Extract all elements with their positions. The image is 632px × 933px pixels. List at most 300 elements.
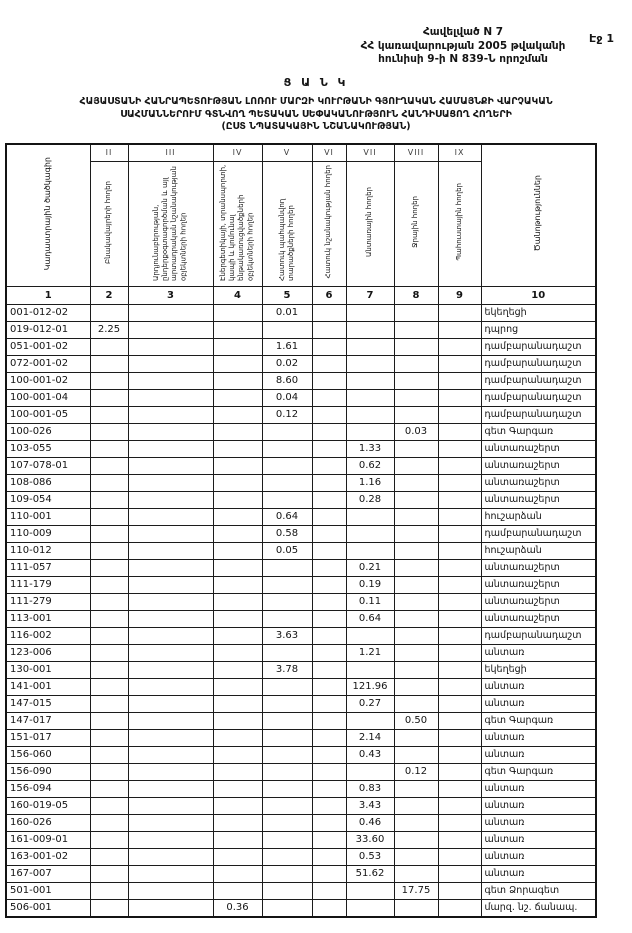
area-value-cell: 0.12 [262, 406, 312, 423]
area-value-cell [262, 440, 312, 457]
table-row [6, 712, 596, 729]
roman-numeral-row [6, 144, 596, 162]
table-row [6, 627, 596, 644]
area-value-cell [438, 491, 481, 508]
area-value-cell [312, 542, 346, 559]
area-value-cell [90, 899, 128, 917]
area-value-cell [128, 389, 213, 406]
note-cell: անտառ [481, 848, 596, 865]
area-value-cell [438, 882, 481, 899]
area-value-cell [438, 644, 481, 661]
col-header-energy-transport [213, 161, 262, 286]
area-value-cell [438, 576, 481, 593]
col-number: 10 [481, 286, 596, 304]
col-number: 7 [346, 286, 394, 304]
area-value-cell [213, 389, 262, 406]
table-row [6, 865, 596, 882]
area-value-cell [262, 763, 312, 780]
note-cell: դամբարանադաշտ [481, 389, 596, 406]
appendix-block [308, 26, 618, 67]
area-value-cell [213, 610, 262, 627]
area-value-cell [213, 304, 262, 321]
area-value-cell [312, 780, 346, 797]
area-value-cell [213, 457, 262, 474]
area-value-cell [128, 508, 213, 525]
table-row [6, 576, 596, 593]
area-value-cell [262, 780, 312, 797]
table-row [6, 610, 596, 627]
area-value-cell [213, 695, 262, 712]
area-value-cell [90, 406, 128, 423]
col-header-label: Կադաստրային ծածկագիր [43, 156, 53, 271]
area-value-cell [262, 457, 312, 474]
area-value-cell: 17.75 [394, 882, 438, 899]
table-row [6, 899, 596, 917]
area-value-cell [346, 899, 394, 917]
table-row [6, 457, 596, 474]
area-value-cell [213, 780, 262, 797]
area-value-cell: 0.83 [346, 780, 394, 797]
cadastral-code-cell: 501-001 [6, 882, 90, 899]
area-value-cell [438, 457, 481, 474]
area-value-cell [394, 780, 438, 797]
area-value-cell: 0.05 [262, 542, 312, 559]
area-value-cell [262, 474, 312, 491]
area-value-cell [90, 474, 128, 491]
area-value-cell [312, 763, 346, 780]
area-value-cell [394, 525, 438, 542]
area-value-cell [262, 712, 312, 729]
area-value-cell [128, 678, 213, 695]
area-value-cell [90, 610, 128, 627]
area-value-cell [90, 797, 128, 814]
area-value-cell [438, 763, 481, 780]
area-value-cell: 0.02 [262, 355, 312, 372]
cadastral-code-cell: 111-057 [6, 559, 90, 576]
table-row [6, 797, 596, 814]
table-row [6, 746, 596, 763]
area-value-cell: 3.63 [262, 627, 312, 644]
cadastral-code-cell: 506-001 [6, 899, 90, 917]
table-row [6, 406, 596, 423]
table-row [6, 593, 596, 610]
area-value-cell [312, 678, 346, 695]
area-value-cell [312, 695, 346, 712]
table-row [6, 661, 596, 678]
area-value-cell: 0.27 [346, 695, 394, 712]
area-value-cell [394, 355, 438, 372]
cadastral-code-cell: 156-060 [6, 746, 90, 763]
area-value-cell [394, 899, 438, 917]
subtitle-line-3: (ԸՍՏ ՆՊԱՏԱԿԱՅԻՆ ՆՇԱՆԱԿՈՒԹՅԱՆ) [221, 121, 411, 133]
area-value-cell [438, 729, 481, 746]
area-value-cell [394, 372, 438, 389]
note-cell: անտառաշերտ [481, 440, 596, 457]
area-value-cell [90, 593, 128, 610]
area-value-cell: 0.43 [346, 746, 394, 763]
col-header-label: Հատուկ պահպանվող տարածքների հողեր [277, 198, 295, 281]
area-value-cell [312, 457, 346, 474]
area-value-cell: 51.62 [346, 865, 394, 882]
note-cell: գետ Գարգառ [481, 763, 596, 780]
area-value-cell [262, 746, 312, 763]
area-value-cell [438, 338, 481, 355]
table-row [6, 372, 596, 389]
area-value-cell [90, 712, 128, 729]
area-value-cell [213, 814, 262, 831]
area-value-cell [312, 525, 346, 542]
cadastral-code-cell: 160-019-05 [6, 797, 90, 814]
area-value-cell [394, 406, 438, 423]
roman-numeral-ii: II [90, 144, 128, 162]
area-value-cell [213, 525, 262, 542]
table-body [6, 304, 596, 917]
area-value-cell [346, 355, 394, 372]
area-value-cell [90, 525, 128, 542]
cadastral-code-cell: 123-006 [6, 644, 90, 661]
area-value-cell [262, 882, 312, 899]
area-value-cell [438, 899, 481, 917]
area-value-cell [213, 593, 262, 610]
table-row [6, 440, 596, 457]
area-value-cell [128, 831, 213, 848]
area-value-cell [346, 882, 394, 899]
area-value-cell [90, 355, 128, 372]
area-value-cell [438, 746, 481, 763]
note-cell: անտառ [481, 644, 596, 661]
table-row [6, 780, 596, 797]
table-row [6, 831, 596, 848]
area-value-cell [128, 525, 213, 542]
note-cell: դամբարանադաշտ [481, 355, 596, 372]
table-row [6, 474, 596, 491]
area-value-cell [394, 627, 438, 644]
col-header-label: Էներգետիկայի, տրանսպորտի, կապի և կոմունալ ենթակառուցվածքների օբյեկտների հողեր [219, 164, 255, 281]
area-value-cell [394, 389, 438, 406]
area-value-cell [90, 508, 128, 525]
area-value-cell [394, 695, 438, 712]
area-value-cell: 1.61 [262, 338, 312, 355]
area-value-cell [128, 661, 213, 678]
area-value-cell [438, 508, 481, 525]
area-value-cell [312, 661, 346, 678]
area-value-cell [438, 304, 481, 321]
area-value-cell [213, 355, 262, 372]
note-cell: անտառ [481, 746, 596, 763]
area-value-cell [128, 729, 213, 746]
area-value-cell [90, 780, 128, 797]
table-row [6, 848, 596, 865]
col-header-residential [90, 161, 128, 286]
area-value-cell [394, 644, 438, 661]
area-value-cell [438, 525, 481, 542]
area-value-cell [128, 712, 213, 729]
area-value-cell [394, 576, 438, 593]
area-value-cell [128, 559, 213, 576]
area-value-cell [394, 457, 438, 474]
area-value-cell [312, 797, 346, 814]
col-header-label: Անտառային հողեր [365, 186, 374, 257]
table-row [6, 729, 596, 746]
area-value-cell [128, 372, 213, 389]
area-value-cell [90, 491, 128, 508]
area-value-cell [128, 474, 213, 491]
cadastral-code-cell: 019-012-01 [6, 321, 90, 338]
table-row [6, 695, 596, 712]
area-value-cell [213, 661, 262, 678]
area-value-cell [262, 695, 312, 712]
area-value-cell [90, 831, 128, 848]
note-cell: եկեղեցի [481, 304, 596, 321]
area-value-cell [128, 695, 213, 712]
area-value-cell [394, 678, 438, 695]
note-cell: եկեղեցի [481, 661, 596, 678]
note-cell: դպրոց [481, 321, 596, 338]
area-value-cell [438, 831, 481, 848]
cadastral-code-cell: 130-001 [6, 661, 90, 678]
area-value-cell [312, 355, 346, 372]
area-value-cell [213, 678, 262, 695]
table-row [6, 304, 596, 321]
col-header-label: Ջրային հողեր [411, 196, 420, 248]
area-value-cell [262, 899, 312, 917]
area-value-cell [90, 389, 128, 406]
area-value-cell [312, 440, 346, 457]
area-value-cell [262, 678, 312, 695]
area-value-cell [346, 525, 394, 542]
table-row [6, 644, 596, 661]
area-value-cell [213, 372, 262, 389]
area-value-cell [262, 797, 312, 814]
table-row [6, 882, 596, 899]
roman-numeral-iii: III [128, 144, 213, 162]
area-value-cell [346, 508, 394, 525]
table-row [6, 763, 596, 780]
area-value-cell [128, 440, 213, 457]
area-value-cell [262, 593, 312, 610]
area-value-cell [128, 338, 213, 355]
cadastral-code-cell: 161-009-01 [6, 831, 90, 848]
area-value-cell [312, 899, 346, 917]
cadastral-code-cell: 151-017 [6, 729, 90, 746]
area-value-cell [394, 610, 438, 627]
area-value-cell [128, 746, 213, 763]
area-value-cell [128, 780, 213, 797]
table-row [6, 491, 596, 508]
area-value-cell [128, 457, 213, 474]
area-value-cell [128, 797, 213, 814]
cadastral-code-cell: 147-015 [6, 695, 90, 712]
area-value-cell [213, 746, 262, 763]
col-number: 9 [438, 286, 481, 304]
area-value-cell [346, 542, 394, 559]
area-value-cell [438, 610, 481, 627]
area-value-cell [90, 423, 128, 440]
cadastral-code-cell: 100-026 [6, 423, 90, 440]
area-value-cell: 0.01 [262, 304, 312, 321]
col-header-water [394, 161, 438, 286]
col-number: 8 [394, 286, 438, 304]
area-value-cell [346, 304, 394, 321]
area-value-cell [312, 644, 346, 661]
area-value-cell [128, 763, 213, 780]
cadastral-code-cell: 156-090 [6, 763, 90, 780]
document-subtitle [0, 96, 632, 134]
note-cell: անտառ [481, 678, 596, 695]
note-cell: դամբարանադաշտ [481, 525, 596, 542]
col-header-label: Ծանոթություններ [533, 175, 543, 252]
area-value-cell [262, 559, 312, 576]
area-value-cell [312, 559, 346, 576]
note-cell: անտառ [481, 814, 596, 831]
cadastral-code-cell: 147-017 [6, 712, 90, 729]
area-value-cell [438, 321, 481, 338]
area-value-cell [312, 389, 346, 406]
area-value-cell [438, 780, 481, 797]
area-value-cell [90, 644, 128, 661]
note-cell: դամբարանադաշտ [481, 338, 596, 355]
note-cell: դամբարանադաշտ [481, 372, 596, 389]
area-value-cell [90, 372, 128, 389]
area-value-cell [128, 593, 213, 610]
area-value-cell [438, 797, 481, 814]
area-value-cell [394, 559, 438, 576]
cadastral-code-cell: 111-279 [6, 593, 90, 610]
page-number: Էջ 1 [589, 32, 614, 45]
area-value-cell [262, 729, 312, 746]
area-value-cell [213, 712, 262, 729]
col-header-special-purpose [312, 161, 346, 286]
area-value-cell: 0.11 [346, 593, 394, 610]
area-value-cell [262, 610, 312, 627]
cadastral-code-cell: 100-001-02 [6, 372, 90, 389]
area-value-cell [438, 593, 481, 610]
area-value-cell [312, 491, 346, 508]
area-value-cell: 0.36 [213, 899, 262, 917]
area-value-cell [213, 321, 262, 338]
area-value-cell [312, 508, 346, 525]
area-value-cell: 0.03 [394, 423, 438, 440]
col-number: 6 [312, 286, 346, 304]
area-value-cell [213, 576, 262, 593]
cadastral-code-cell: 156-094 [6, 780, 90, 797]
col-header-industrial [128, 161, 213, 286]
area-value-cell [438, 865, 481, 882]
note-cell: անտառաշերտ [481, 559, 596, 576]
col-number: 5 [262, 286, 312, 304]
area-value-cell [312, 321, 346, 338]
land-parcels-table [5, 143, 597, 918]
cadastral-code-cell: 160-026 [6, 814, 90, 831]
note-cell: հուշարձան [481, 508, 596, 525]
area-value-cell [394, 746, 438, 763]
area-value-cell [438, 627, 481, 644]
column-number-row [6, 286, 596, 304]
note-cell: մարզ. նշ. ճանապ. [481, 899, 596, 917]
area-value-cell [90, 457, 128, 474]
area-value-cell: 0.64 [262, 508, 312, 525]
col-number: 4 [213, 286, 262, 304]
note-cell: հուշարձան [481, 542, 596, 559]
cadastral-code-cell: 001-012-02 [6, 304, 90, 321]
area-value-cell [90, 304, 128, 321]
area-value-cell [128, 865, 213, 882]
area-value-cell [213, 729, 262, 746]
note-cell: անտառ [481, 695, 596, 712]
note-cell: անտառաշերտ [481, 610, 596, 627]
area-value-cell [213, 559, 262, 576]
roman-numeral-vii: VII [346, 144, 394, 162]
area-value-cell [394, 593, 438, 610]
area-value-cell [90, 746, 128, 763]
cadastral-code-cell: 141-001 [6, 678, 90, 695]
note-cell: անտառաշերտ [481, 474, 596, 491]
roman-numeral-iv: IV [213, 144, 262, 162]
area-value-cell: 2.14 [346, 729, 394, 746]
area-value-cell [394, 797, 438, 814]
area-value-cell [128, 848, 213, 865]
area-value-cell [128, 899, 213, 917]
area-value-cell: 121.96 [346, 678, 394, 695]
area-value-cell: 3.78 [262, 661, 312, 678]
area-value-cell [128, 882, 213, 899]
note-cell: անտառաշերտ [481, 576, 596, 593]
roman-numeral-vi: VI [312, 144, 346, 162]
area-value-cell [90, 814, 128, 831]
area-value-cell: 0.04 [262, 389, 312, 406]
area-value-cell [128, 576, 213, 593]
area-value-cell [438, 542, 481, 559]
col-number: 1 [6, 286, 90, 304]
area-value-cell [90, 763, 128, 780]
scanned-page [0, 26, 632, 933]
area-value-cell [213, 865, 262, 882]
area-value-cell [90, 678, 128, 695]
cadastral-code-cell: 111-179 [6, 576, 90, 593]
area-value-cell [90, 695, 128, 712]
cadastral-code-cell: 167-007 [6, 865, 90, 882]
area-value-cell [90, 542, 128, 559]
note-cell: անտառ [481, 865, 596, 882]
roman-numeral-v: V [262, 144, 312, 162]
area-value-cell [438, 389, 481, 406]
area-value-cell [128, 321, 213, 338]
area-value-cell [312, 406, 346, 423]
area-value-cell [394, 321, 438, 338]
table-row [6, 559, 596, 576]
area-value-cell [438, 661, 481, 678]
area-value-cell [90, 865, 128, 882]
col-header-forest [346, 161, 394, 286]
appendix-line-3: հունիսի 9-ի N 839-Ն որոշման [378, 53, 548, 66]
area-value-cell [128, 610, 213, 627]
cadastral-code-cell: 163-001-02 [6, 848, 90, 865]
subtitle-line-2: ՍԱՀՄԱՆՆԵՐՈՒՄ ԳՏՆՎՈՂ ՊԵՏԱԿԱՆ ՍԵՓԱԿԱՆՈՒԹՅՈՒՆ ՀԱՆԴԻՍԱՑՈՂ ՀՈՂԵՐԻ [120, 108, 512, 120]
note-cell: գետ Ձորագետ [481, 882, 596, 899]
area-value-cell [438, 423, 481, 440]
area-value-cell [312, 831, 346, 848]
area-value-cell [213, 831, 262, 848]
area-value-cell [312, 865, 346, 882]
cadastral-code-cell: 108-086 [6, 474, 90, 491]
area-value-cell [312, 882, 346, 899]
area-value-cell [262, 321, 312, 338]
area-value-cell [438, 559, 481, 576]
cadastral-code-cell: 103-055 [6, 440, 90, 457]
area-value-cell [394, 474, 438, 491]
area-value-cell [394, 440, 438, 457]
table-row [6, 525, 596, 542]
